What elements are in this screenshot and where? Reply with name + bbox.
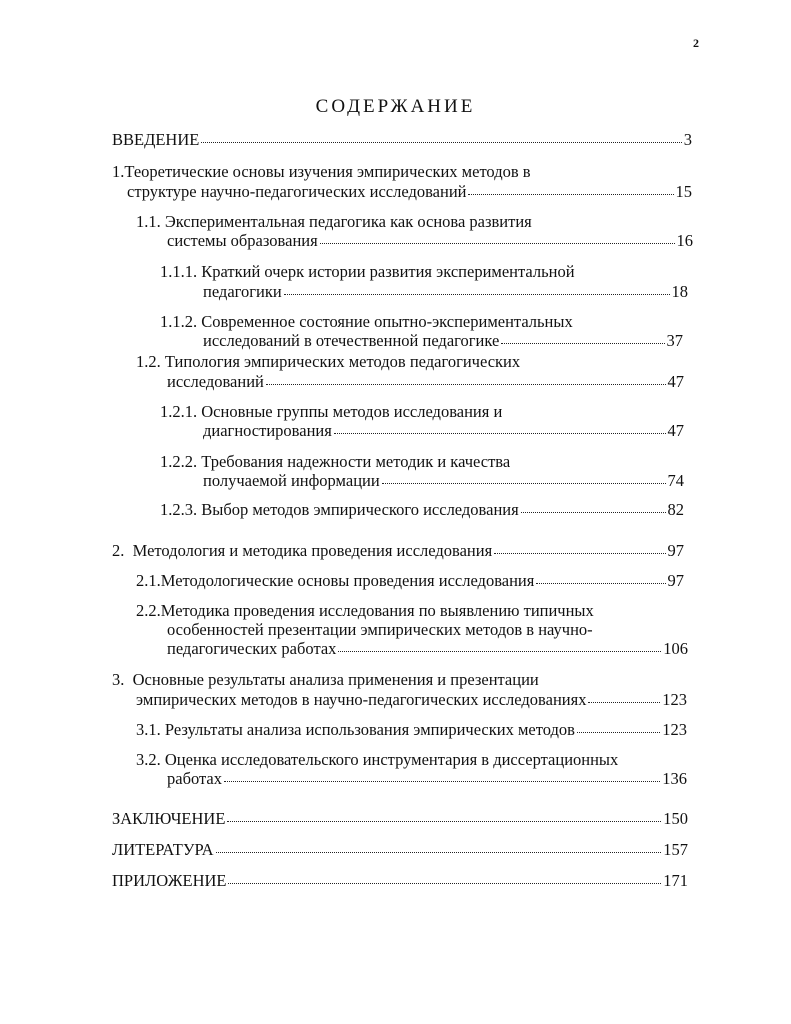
dot-leader xyxy=(201,128,681,143)
toc-entry-text: педагогики xyxy=(203,282,282,301)
toc-entry-ch3-line1: 3. Основные результаты анализа применения и презентации xyxy=(112,670,539,689)
toc-entry-text: диагностирования xyxy=(203,421,332,440)
page-number: 2 xyxy=(693,36,699,50)
toc-entry-s2-2-line1: 2.2.Методика проведения исследования по выявлению типичных xyxy=(136,601,594,620)
toc-entry-text: работах xyxy=(167,769,222,788)
toc-entry-s1-1-1 xyxy=(203,282,688,302)
dot-leader xyxy=(536,569,665,584)
toc-entry-s1-2-1 xyxy=(203,421,684,441)
toc-page-number: 123 xyxy=(662,690,687,709)
page-title: СОДЕРЖАНИЕ xyxy=(315,96,476,117)
dot-leader xyxy=(216,838,662,853)
toc-page-number: 47 xyxy=(667,421,684,440)
toc-page-number: 16 xyxy=(676,231,693,250)
toc-entry-literature xyxy=(112,840,688,860)
toc-entry-s1-1-line1: 1.1. Экспериментальная педагогика как основа развития xyxy=(136,212,532,231)
toc-entry-text: 1.2.3. Выбор методов эмпирического исследования xyxy=(160,500,519,519)
toc-entry-text: 2. Методология и методика проведения исследования xyxy=(112,541,493,560)
toc-entry-s1-2-2-line1: 1.2.2. Требования надежности методик и качества xyxy=(160,452,511,471)
toc-entry-text: 3.1. Результаты анализа использования эмпирических методов xyxy=(136,720,575,739)
toc-page-number: 18 xyxy=(671,282,688,301)
toc-entry-s3-2-line1: 3.2. Оценка исследовательского инструментария в диссертационных xyxy=(136,750,619,769)
toc-entry-s1-1-1-line1: 1.1.1. Краткий очерк истории развития экспериментальной xyxy=(160,262,575,281)
toc-entry-s1-2-2 xyxy=(203,471,684,491)
dot-leader xyxy=(227,807,661,822)
dot-leader xyxy=(284,280,670,295)
toc-entry-text: исследований в отечественной педагогике xyxy=(203,331,500,350)
toc-page-number: 97 xyxy=(667,571,684,590)
toc-entry-appendix xyxy=(112,871,688,891)
toc-page-number: 3 xyxy=(683,130,692,149)
toc-entry-text: ЛИТЕРАТУРА xyxy=(112,840,214,859)
dot-leader xyxy=(588,688,660,703)
toc-page-number: 37 xyxy=(666,331,683,350)
toc-entry-text: исследований xyxy=(167,372,264,391)
dot-leader xyxy=(468,180,673,195)
toc-entry-ch1 xyxy=(127,182,692,202)
toc-page-number: 157 xyxy=(663,840,688,859)
dot-leader xyxy=(577,718,660,733)
toc-entry-ch2 xyxy=(112,541,684,561)
toc-entry-text: структуре научно-педагогических исследований xyxy=(127,182,467,201)
dot-leader xyxy=(501,329,664,344)
dot-leader xyxy=(338,637,661,652)
toc-entry-text: ЗАКЛЮЧЕНИЕ xyxy=(112,809,226,828)
toc-page-number: 15 xyxy=(675,182,692,201)
toc-entry-ch1-line1: 1.Теоретические основы изучения эмпирических методов в xyxy=(112,162,531,181)
dot-leader xyxy=(228,869,661,884)
dot-leader xyxy=(334,419,666,434)
toc-entry-text: педагогических работах xyxy=(167,639,337,658)
toc-page-number: 171 xyxy=(663,871,688,890)
dot-leader xyxy=(494,539,665,554)
toc-entry-s1-2-1-line1: 1.2.1. Основные группы методов исследования и xyxy=(160,402,503,421)
toc-page-number: 150 xyxy=(663,809,688,828)
toc-entry-s3-2 xyxy=(167,769,687,789)
toc-entry-s1-1 xyxy=(167,231,693,251)
toc-entry-conclusion xyxy=(112,809,688,829)
toc-page-number: 47 xyxy=(667,372,684,391)
toc-entry-s1-2-line1: 1.2. Типология эмпирических методов педагогических xyxy=(136,352,521,371)
dot-leader xyxy=(521,498,666,513)
toc-page-number: 97 xyxy=(667,541,684,560)
toc-entry-ch3 xyxy=(136,690,687,710)
toc-page-number: 82 xyxy=(667,500,684,519)
dot-leader xyxy=(382,469,666,484)
toc-entry-s1-1-2-line1: 1.1.2. Современное состояние опытно-экспериментальных xyxy=(160,312,573,331)
toc-page-number: 106 xyxy=(663,639,688,658)
toc-entry-s2-1 xyxy=(136,571,684,591)
toc-page-number: 74 xyxy=(667,471,684,490)
toc-entry-s1-2-3 xyxy=(160,500,684,520)
toc-entry-s2-2 xyxy=(167,639,688,659)
toc-entry-intro xyxy=(112,130,692,150)
dot-leader xyxy=(320,229,675,244)
toc-page-number: 123 xyxy=(662,720,687,739)
toc-entry-s1-1-2 xyxy=(203,331,683,351)
toc-page-number: 136 xyxy=(662,769,687,788)
dot-leader xyxy=(224,767,660,782)
toc-entry-s3-1 xyxy=(136,720,687,740)
toc-entry-text: эмпирических методов в научно-педагогических исследованиях xyxy=(136,690,587,709)
toc-entry-text: ПРИЛОЖЕНИЕ xyxy=(112,871,227,890)
toc-entry-text: системы образования xyxy=(167,231,318,250)
toc-entry-s2-2-line2: особенностей презентации эмпирических методов в научно- xyxy=(167,620,593,639)
toc-entry-s1-2 xyxy=(167,372,684,392)
toc-entry-text: 2.1.Методологические основы проведения исследования xyxy=(136,571,535,590)
toc-entry-text: ВВЕДЕНИЕ xyxy=(112,130,200,149)
toc-entry-text: получаемой информации xyxy=(203,471,380,490)
dot-leader xyxy=(266,370,666,385)
